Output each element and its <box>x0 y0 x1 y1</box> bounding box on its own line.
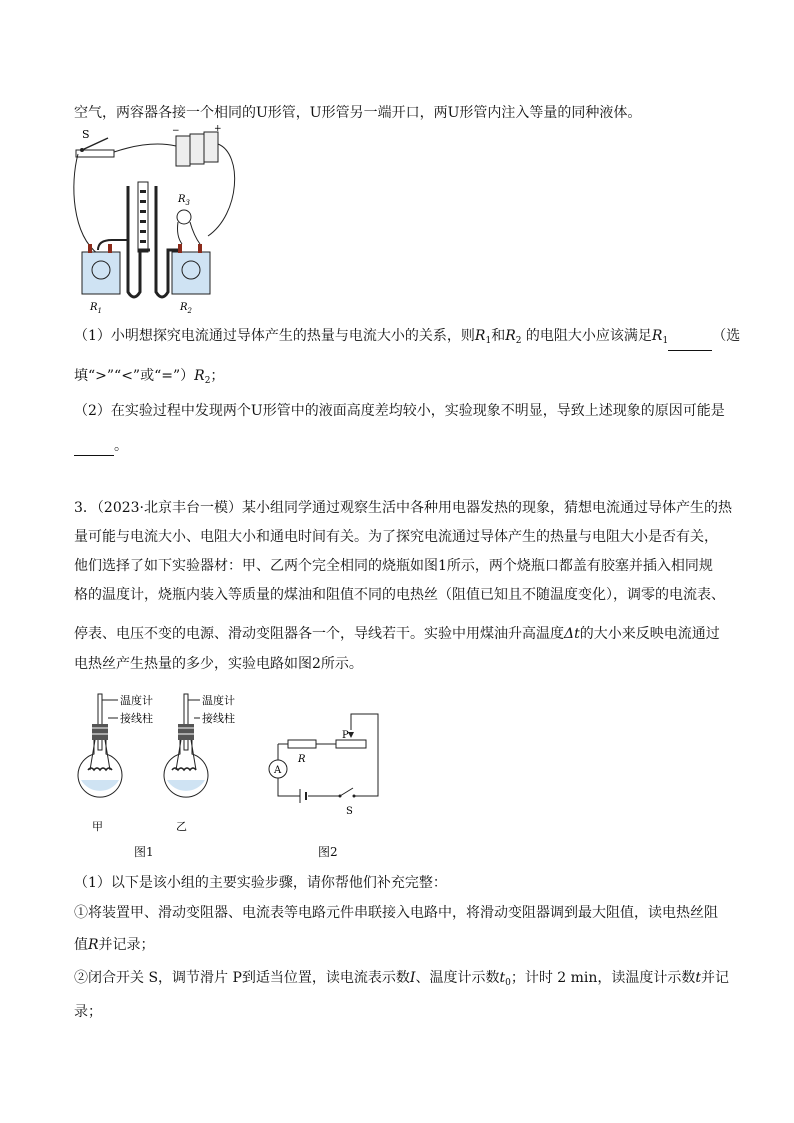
step-2-line-1: ②闭合开关 S，调节滑片 P到适当位置，读电流表示数I、温度计示数$t_0$；计时 2 min，读温度计示数t并记 <box>74 970 730 988</box>
switch-label-s: S <box>346 806 353 817</box>
question-1-line-1: （1）小明想探究电流通过导体产生的热量与电流大小的关系，则$R_1$和$R_2$ 的电阻大小应该满足$R_1$ （选 <box>74 326 740 351</box>
container-r2 <box>172 252 210 294</box>
wire-left <box>74 154 98 254</box>
battery-pack <box>172 124 222 166</box>
step-2-line-2: 录； <box>74 1004 102 1020</box>
switch-s <box>340 788 353 796</box>
figure-1-flasks <box>68 690 248 850</box>
steps-intro: （1）以下是该小组的主要实验步骤，请你帮他们补充完整： <box>74 875 447 891</box>
flask-yi <box>164 694 208 797</box>
joule-heating-apparatus-figure <box>68 124 248 318</box>
container-r1 <box>82 252 120 294</box>
figure-2-circuit <box>258 708 388 818</box>
question-2-line-2: 。 <box>74 436 128 456</box>
terminal-label-2: 接线柱 <box>202 712 235 725</box>
switch-label: S <box>82 128 90 141</box>
problem-3-line-5: 停表、电压不变的电源、滑动变阻器各一个，导线若干。实验中用煤油升高温度Δt的大小来反映电流通过 <box>74 626 720 642</box>
question-2-line-1: （2）在实验过程中发现两个U形管中的液面高度差均较小，实验现象不明显，导致上述现象的原因可能是 <box>74 403 725 419</box>
problem-3-line-3: 他们选择了如下实验器材：甲、乙两个完全相同的烧瓶如图1所示，两个烧瓶口都盖有胶塞并插入相同规 <box>74 558 713 574</box>
svg-text:−: − <box>172 126 180 136</box>
step-1-line-2: 值R并记录； <box>74 937 155 953</box>
resistor-r <box>288 740 316 748</box>
answer-blank-2[interactable] <box>74 441 114 456</box>
flask-jia <box>78 694 122 797</box>
svg-text:+: + <box>214 124 222 134</box>
svg-text:A: A <box>274 765 282 776</box>
answer-blank-1[interactable] <box>668 336 712 351</box>
r3-label: $R_3$ <box>178 194 190 207</box>
wire-top <box>114 144 176 152</box>
step-1-line-1: ①将装置甲、滑动变阻器、电流表等电路元件串联接入电路中，将滑动变阻器调到最大阻值，读电热丝阻 <box>74 905 718 921</box>
figure-2-caption: 图2 <box>318 845 338 859</box>
flask-label-yi: 乙 <box>176 820 187 833</box>
intro-line: 空气，两容器各接一个相同的U形管，U形管另一端开口，两U形管内注入等量的同种液体。 <box>74 105 642 121</box>
problem-3-line-1: 3．（2023·北京丰台一模）某小组同学通过观察生活中各种用电器发热的现象，猜想电流通过导体产生的热 <box>74 500 732 516</box>
flask-label-jia: 甲 <box>92 820 103 833</box>
resistor-label: R <box>298 754 306 765</box>
r1-label: $R_1$ <box>90 302 102 315</box>
terminal-label-1: 接线柱 <box>120 712 153 725</box>
rheostat <box>336 740 366 748</box>
slider-label: P <box>342 730 349 741</box>
resistor-r3 <box>177 210 191 224</box>
problem-3-line-6: 电热丝产生热量的多少，实验电路如图2所示。 <box>74 656 363 672</box>
problem-3-line-2: 量可能与电流大小、电阻大小和通电时间有关。为了探究电流通过导体产生的热量与电阻大小是否有关， <box>74 529 718 545</box>
problem-3-line-4: 格的温度计，烧瓶内装入等质量的煤油和阻值不同的电热丝（阻值已知且不随温度变化），调零的电流表、 <box>74 587 725 603</box>
r2-label: $R_2$ <box>180 302 192 315</box>
question-1-line-2: 填“>”“<”或“$=”)R_2$； <box>74 368 225 386</box>
thermometer-label-1: 温度计 <box>120 694 153 707</box>
thermometer-label-2: 温度计 <box>202 694 235 707</box>
figure-1-caption: 图1 <box>134 845 154 859</box>
